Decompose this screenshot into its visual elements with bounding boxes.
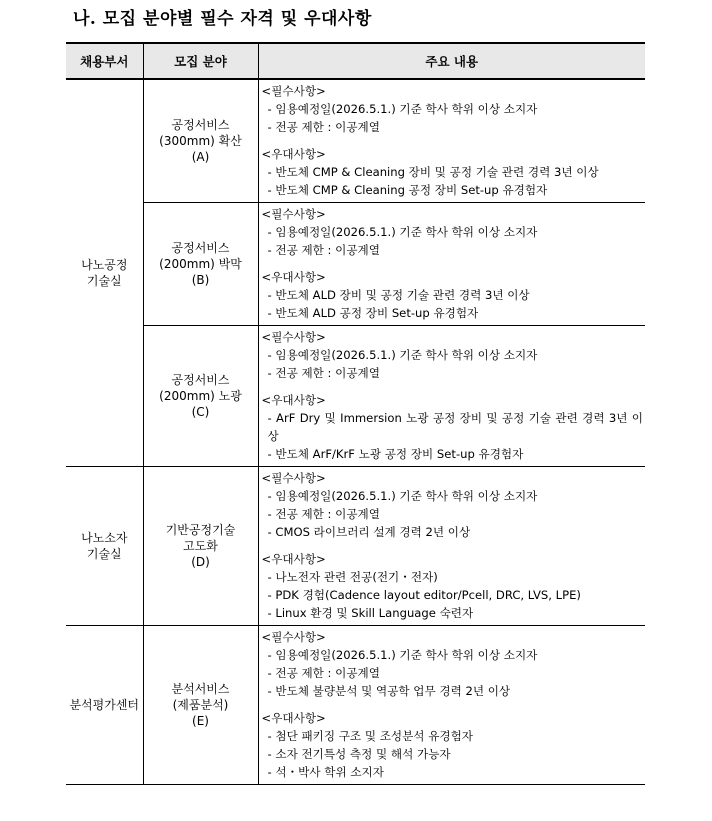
field-cell xyxy=(143,467,258,626)
required-section xyxy=(262,205,644,259)
field-name-line: (200mm) 노광 xyxy=(159,389,242,403)
required-section xyxy=(262,628,644,700)
table-row xyxy=(66,326,645,467)
content-cell xyxy=(258,467,645,626)
field-name-line: 공정서비스 xyxy=(171,373,230,387)
content-cell xyxy=(258,79,645,203)
dept-name-line: 나노공정 xyxy=(81,258,128,272)
required-heading: <필수사항> xyxy=(261,84,326,98)
header-dept: 채용부서 xyxy=(66,43,143,79)
dept-cell xyxy=(66,467,143,626)
preferred-item: - 석・박사 학위 소지자 xyxy=(267,765,384,779)
required-item: - 임용예정일(2026.5.1.) 기준 학사 학위 이상 소지자 xyxy=(267,648,538,662)
table-row xyxy=(66,203,645,326)
preferred-heading: <우대사항> xyxy=(261,393,326,407)
preferred-section xyxy=(262,391,644,463)
required-section xyxy=(262,82,644,136)
required-item: - 전공 제한 : 이공계열 xyxy=(267,243,380,257)
preferred-heading: <우대사항> xyxy=(261,552,326,566)
preferred-section xyxy=(262,709,644,781)
dept-cell xyxy=(66,626,143,785)
recruitment-table xyxy=(66,42,645,785)
table-header-row xyxy=(66,43,645,79)
preferred-item: - 나노전자 관련 전공(전기・전자) xyxy=(267,570,438,584)
field-name-line: 고도화 xyxy=(183,539,218,553)
required-item: - 임용예정일(2026.5.1.) 기준 학사 학위 이상 소지자 xyxy=(267,348,538,362)
preferred-item: - 반도체 CMP & Cleaning 공정 장비 Set-up 유경험자 xyxy=(267,183,548,197)
preferred-heading: <우대사항> xyxy=(261,147,326,161)
content-cell xyxy=(258,626,645,785)
preferred-heading: <우대사항> xyxy=(261,270,326,284)
field-name-line: (제품분석) xyxy=(172,698,229,712)
header-content: 주요 내용 xyxy=(258,43,645,79)
field-cell xyxy=(143,626,258,785)
field-name-line: 공정서비스 xyxy=(171,118,230,132)
preferred-item: - Linux 환경 및 Skill Language 숙련자 xyxy=(267,606,474,620)
preferred-item: - 소자 전기특성 측정 및 해석 가능자 xyxy=(267,747,451,761)
dept-name-line: 나노소자 xyxy=(81,531,128,545)
required-item: - 임용예정일(2026.5.1.) 기준 학사 학위 이상 소지자 xyxy=(267,102,538,116)
field-cell xyxy=(143,326,258,467)
required-item: - 임용예정일(2026.5.1.) 기준 학사 학위 이상 소지자 xyxy=(267,489,538,503)
field-name-line: (D) xyxy=(191,555,210,569)
field-name-line: (200mm) 박막 xyxy=(159,257,242,271)
content-cell xyxy=(258,326,645,467)
required-item: - 임용예정일(2026.5.1.) 기준 학사 학위 이상 소지자 xyxy=(267,225,538,239)
header-field: 모집 분야 xyxy=(143,43,258,79)
required-heading: <필수사항> xyxy=(261,330,326,344)
field-name-line: (300mm) 확산 xyxy=(159,134,242,148)
field-name-line: 기반공정기술 xyxy=(165,523,236,537)
dept-name-line: 분석평가센터 xyxy=(69,698,140,712)
field-name-line: (B) xyxy=(191,273,210,287)
field-name-line: 공정서비스 xyxy=(171,241,230,255)
required-section xyxy=(262,469,644,541)
required-item: - 전공 제한 : 이공계열 xyxy=(267,666,380,680)
preferred-item: - 반도체 CMP & Cleaning 장비 및 공정 기술 관련 경력 3년 이상 xyxy=(267,165,599,179)
required-section xyxy=(262,328,644,382)
field-name-line: (A) xyxy=(191,150,210,164)
field-name-line: 분석서비스 xyxy=(171,682,230,696)
required-item: - 반도체 불량분석 및 역공학 업무 경력 2년 이상 xyxy=(267,684,511,698)
preferred-item: - 반도체 ALD 공정 장비 Set-up 유경험자 xyxy=(267,306,479,320)
required-item: - CMOS 라이브러리 설계 경력 2년 이상 xyxy=(267,525,471,539)
preferred-item: - 반도체 ALD 장비 및 공정 기술 관련 경력 3년 이상 xyxy=(267,288,530,302)
dept-cell xyxy=(66,79,143,467)
required-heading: <필수사항> xyxy=(261,207,326,221)
field-name-line: (E) xyxy=(192,714,209,728)
preferred-item: - PDK 경험(Cadence layout editor/Pcell, DRC, LVS, LPE) xyxy=(267,588,581,602)
field-name-line: (C) xyxy=(191,405,210,419)
preferred-section xyxy=(262,268,644,322)
required-item: - 전공 제한 : 이공계열 xyxy=(267,507,380,521)
required-heading: <필수사항> xyxy=(261,630,326,644)
required-item: - 전공 제한 : 이공계열 xyxy=(267,366,380,380)
table-row xyxy=(66,467,645,626)
table-row xyxy=(66,79,645,203)
field-cell xyxy=(143,79,258,203)
preferred-section xyxy=(262,550,644,622)
table-row xyxy=(66,626,645,785)
content-cell xyxy=(258,203,645,326)
field-cell xyxy=(143,203,258,326)
required-item: - 전공 제한 : 이공계열 xyxy=(267,120,380,134)
required-heading: <필수사항> xyxy=(261,471,326,485)
preferred-section xyxy=(262,145,644,199)
dept-name-line: 기술실 xyxy=(86,547,122,561)
preferred-item: - 반도체 ArF/KrF 노광 공정 장비 Set-up 유경험자 xyxy=(267,447,524,461)
dept-name-line: 기술실 xyxy=(86,274,122,288)
preferred-heading: <우대사항> xyxy=(261,711,326,725)
preferred-item: - ArF Dry 및 Immersion 노광 공정 장비 및 공정 기술 관련 경력 3년 이상 xyxy=(267,411,643,443)
preferred-item: - 첨단 패키징 구조 및 조성분석 유경험자 xyxy=(267,729,473,743)
section-title: 나. 모집 분야별 필수 자격 및 우대사항 xyxy=(73,9,372,29)
